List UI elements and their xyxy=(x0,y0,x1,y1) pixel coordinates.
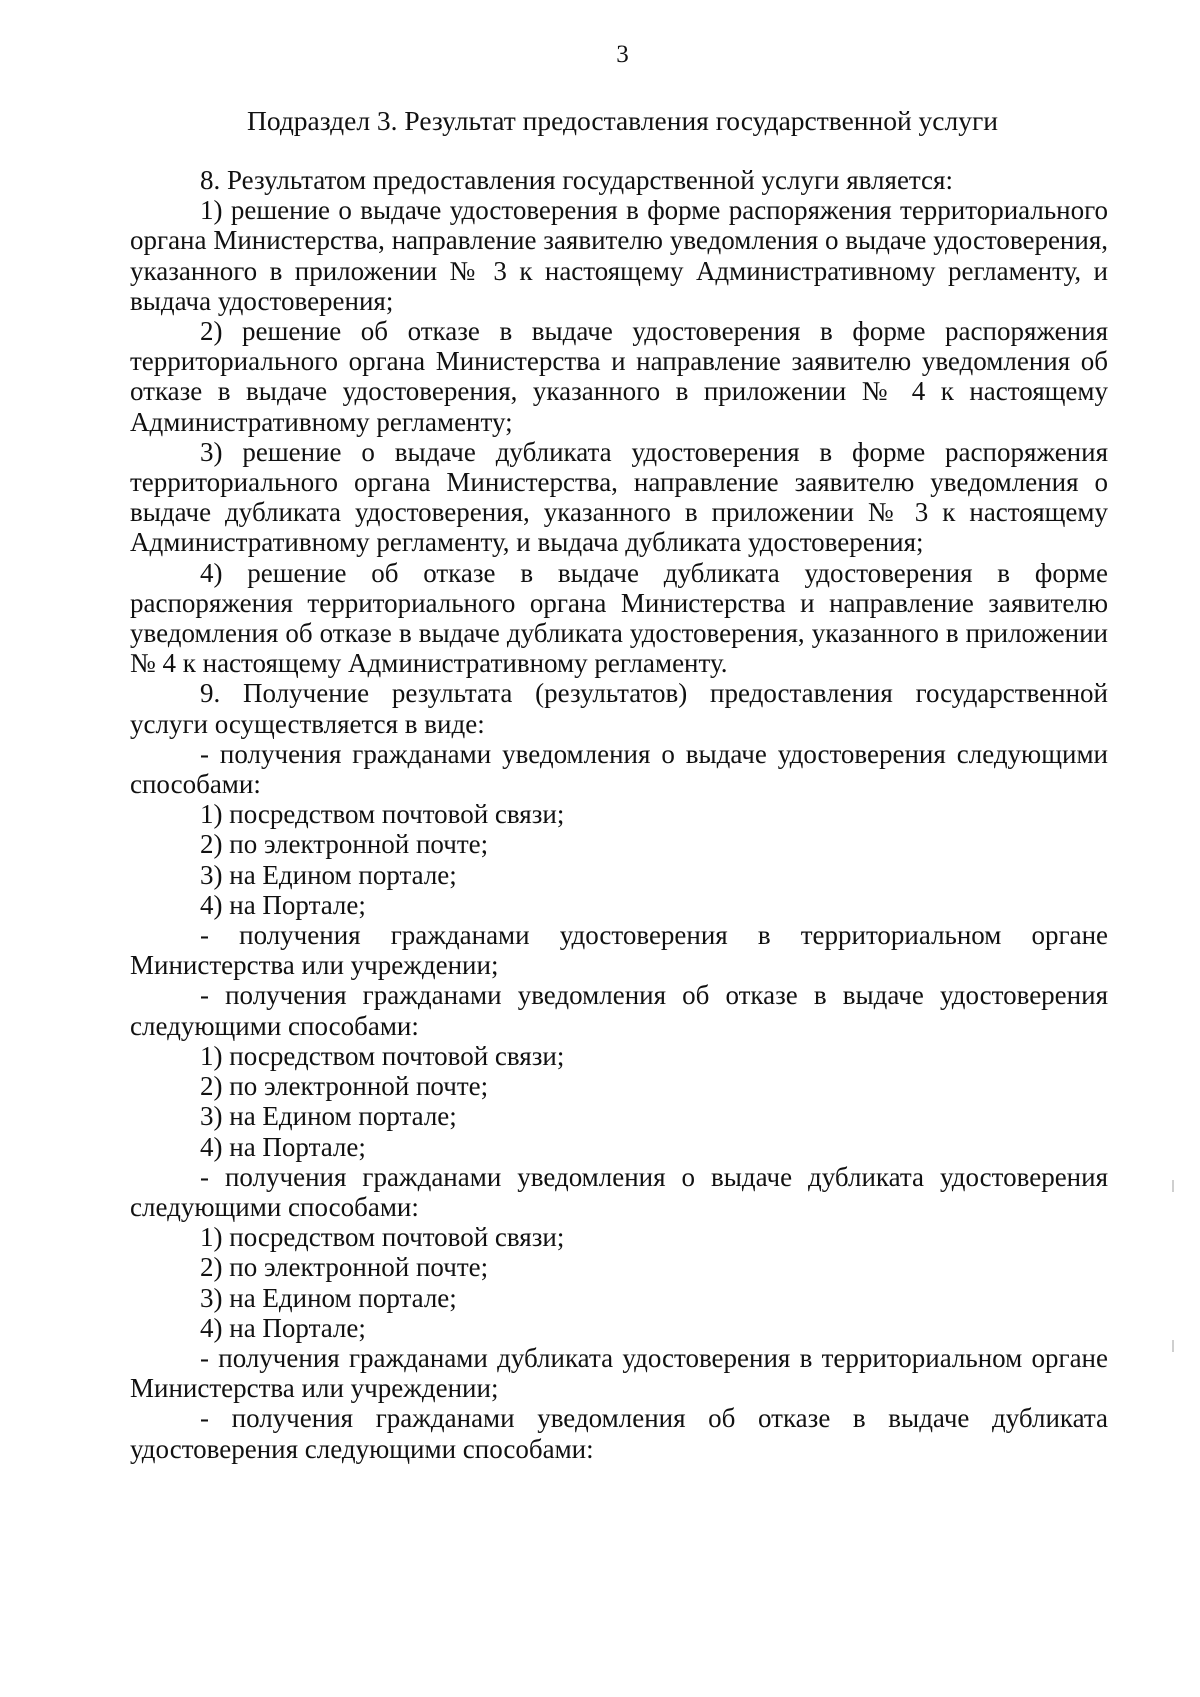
paragraph: 2) решение об отказе в выдаче удостоверения в форме распоряжения территориального органа Министерства и направление заявителю уведомления об отказе в выдаче удостоверения, указанного в приложении № 4 к настоящему Административному регламенту; xyxy=(130,316,1108,437)
section-title: Подраздел 3. Результат предоставления государственной услуги xyxy=(247,105,998,136)
paragraph: 8. Результатом предоставления государственной услуги является: xyxy=(200,165,953,195)
list-item: 1) посредством почтовой связи; xyxy=(200,799,565,830)
list-item: 3) на Едином портале; xyxy=(200,1282,457,1313)
paragraph: - получения гражданами удостоверения в территориальном органе Министерства или учреждении; xyxy=(130,920,1108,981)
list-item: 4) на Портале; xyxy=(200,1131,366,1162)
list-item: 4) на Портале; xyxy=(200,889,366,920)
page-number: 3 xyxy=(616,41,629,68)
list-item: 1) посредством почтовой связи; xyxy=(200,1222,565,1253)
scan-mark xyxy=(1172,1180,1174,1192)
paragraph: 1) решение о выдаче удостоверения в форме распоряжения территориального органа Министерства, направление заявителю уведомления о выдаче удостоверения, указанного в приложении № 3 к настоящему Административному регламенту, и выдача удостоверения; xyxy=(130,195,1108,316)
list-item: 2) по электронной почте; xyxy=(200,829,489,860)
scan-mark xyxy=(1172,1340,1174,1352)
paragraph: 9. Получение результата (результатов) предоставления государственной услуги осуществляется в виде: xyxy=(130,678,1108,739)
paragraph: - получения гражданами дубликата удостоверения в территориальном органе Министерства или учреждении; xyxy=(130,1342,1108,1404)
paragraph: 4) решение об отказе в выдаче дубликата удостоверения в форме распоряжения территориального органа Министерства и направление заявителю уведомления об отказе в выдаче дубликата удостоверения, указанного в приложении № 4 к настоящему Административному регламенту. xyxy=(130,557,1108,679)
list-item: 2) по электронной почте; xyxy=(200,1071,489,1102)
paragraph: - получения гражданами уведомления о выдаче удостоверения следующими способами: xyxy=(130,738,1108,800)
list-item: 4) на Портале; xyxy=(200,1312,366,1343)
document-body xyxy=(130,165,1108,1464)
list-item: 1) посредством почтовой связи; xyxy=(200,1040,565,1071)
paragraph: - получения гражданами уведомления об отказе в выдаче дубликата удостоверения следующими способами: xyxy=(130,1403,1108,1464)
paragraph: - получения гражданами уведомления об отказе в выдаче удостоверения следующими способами: xyxy=(130,980,1108,1041)
list-item: 2) по электронной почте; xyxy=(200,1252,489,1283)
list-item: 3) на Едином портале; xyxy=(200,1101,457,1132)
paragraph: 3) решение о выдаче дубликата удостоверения в форме распоряжения территориального органа Министерства, направление заявителю уведомления о выдаче дубликата удостоверения, указанного в приложении № 3 к настоящему Административному регламенту, и выдача дубликата удостоверения; xyxy=(130,436,1108,558)
paragraph: - получения гражданами уведомления о выдаче дубликата удостоверения следующими способами: xyxy=(130,1161,1108,1222)
list-item: 3) на Едином портале; xyxy=(200,859,457,890)
